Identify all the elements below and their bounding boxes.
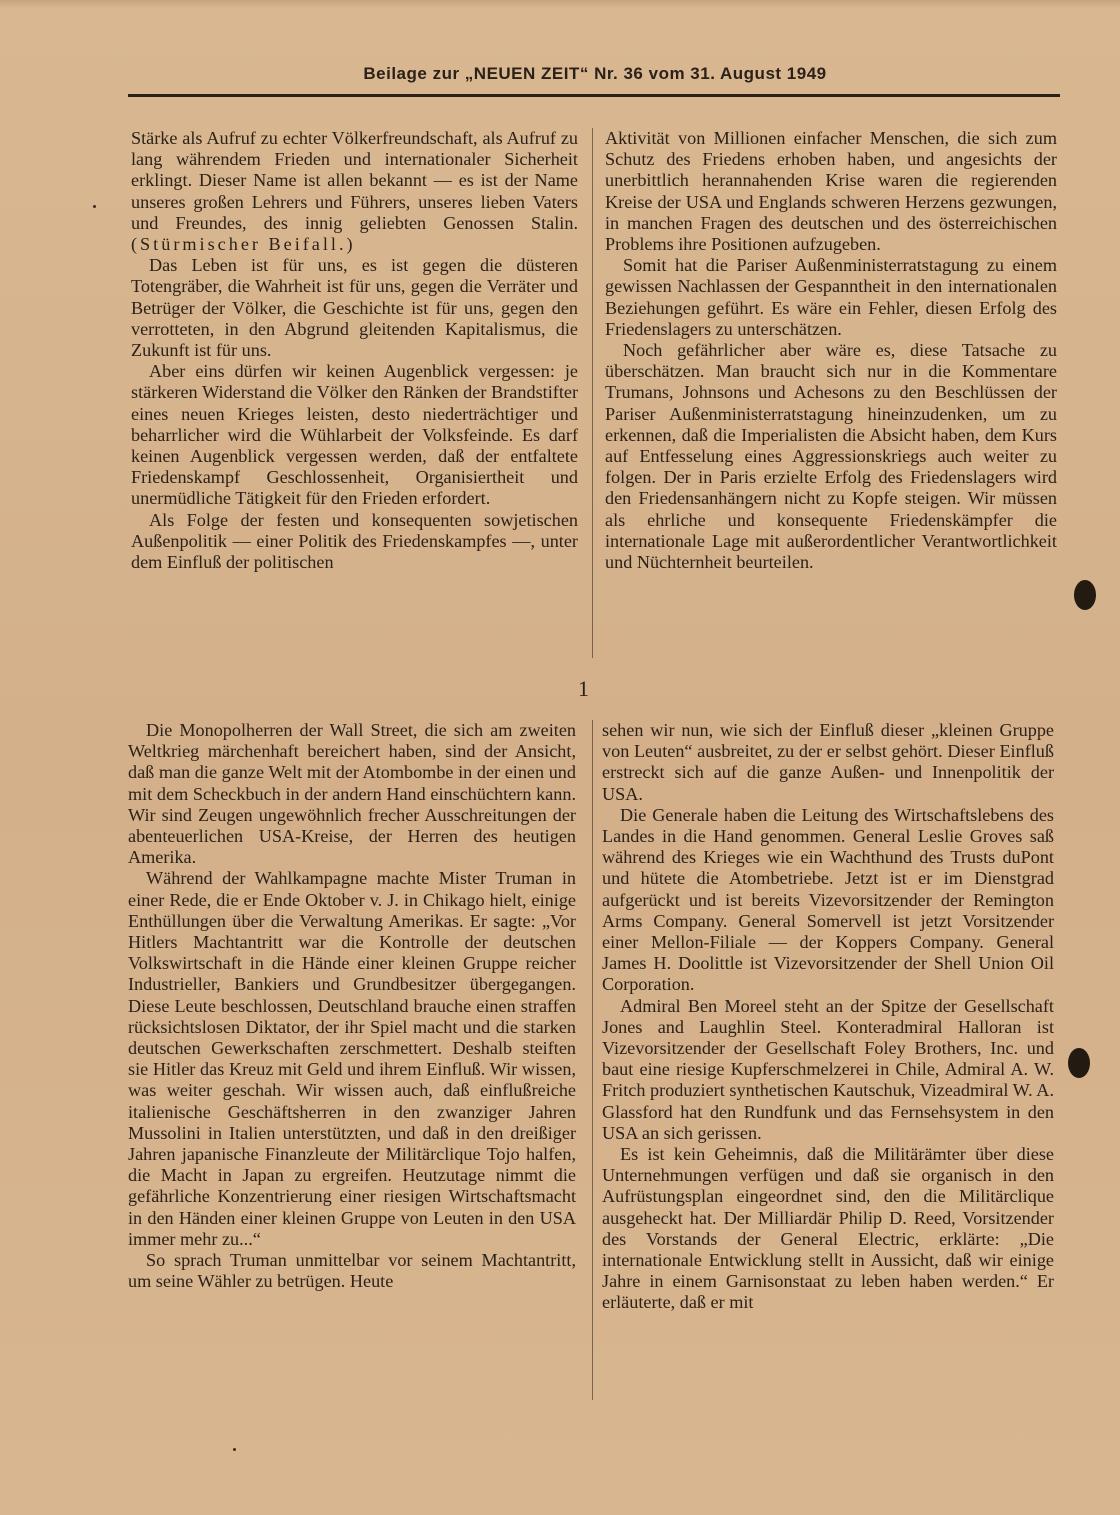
paragraph: Das Leben ist für uns, es ist gegen die düsteren Totengräber, die Wahrheit ist für uns, gegen die Verräter und Betrüger der Völker, die Geschichte ist für uns, gegen den verrotteten, in den Abgrund gleitenden Kapitalismus, die Zukunft ist für uns.	[131, 255, 578, 361]
column-divider	[592, 128, 593, 658]
header-rule	[128, 94, 1060, 97]
paragraph: Somit hat die Pariser Außenministerratstagung zu einem gewissen Nachlassen der Gespanntheit in den internationalen Beziehungen geführt. Es wäre ein Fehler, diesen Erfolg des Friedenslagers zu unterschätzen.	[605, 255, 1057, 339]
applause-note: (Stürmischer Beifall.)	[131, 234, 356, 255]
paper-speck	[233, 1448, 236, 1451]
page-top-edge	[0, 0, 1120, 8]
upper-right-column	[605, 128, 1057, 573]
paragraph: So sprach Truman unmittelbar vor seinem Machtantritt, um seine Wähler zu betrügen. Heute	[128, 1250, 576, 1292]
paragraph: Aktivität von Millionen einfacher Menschen, die sich zum Schutz des Friedens erhoben haben, und angesichts der unerbittlich herannahenden Krise waren die regierenden Kreise der USA und Englands schweren Herzens gezwungen, in manchen Fragen des deutschen und des österreichischen Problems ihre Positionen aufzugeben.	[605, 128, 1057, 255]
paragraph: Die Monopolherren der Wall Street, die sich am zweiten Weltkrieg märchenhaft bereichert haben, sind der Ansicht, daß man die ganze Welt mit der Atombombe in der einen und mit dem Scheckbuch in der andern Hand einschüchtern kann. Wir sind Zeugen ungewöhnlich frecher Ausschreitungen der abenteuerlichen USA-Kreise, der Herren des heutigen Amerika.	[128, 720, 576, 868]
paragraph: Die Generale haben die Leitung des Wirtschaftslebens des Landes in die Hand genommen. General Leslie Groves saß während des Krieges wie ein Wachthund des Trusts duPont und hütete die Atombetriebe. Jetzt ist er im Dienstgrad aufgerückt und ist bereits Vizevorsitzender der Remington Arms Company. General Somervell ist jetzt Vorsitzender einer Mellon-Filiale — der Koppers Company. General James H. Doolittle ist Vizevorsitzender der Shell Union Oil Corporation.	[602, 804, 1054, 995]
paragraph: Als Folge der festen und konsequenten sowjetischen Außenpolitik — einer Politik des Friedenskampfes —, unter dem Einfluß der politischen	[131, 509, 578, 573]
paragraph: Es ist kein Geheimnis, daß die Militärämter über diese Unternehmungen verfügen und daß sie organisch in den Aufrüstungsplan eingeordnet sind, den die Militärclique ausgeheckt hat. Der Milliardär Philip D. Reed, Vorsitzender des Vorstands der General Electric, erklärte: „Die internationale Entwicklung stellt in Aussicht, daß wir einige Jahre in einem Garnisonstaat zu leben haben werden.“ Er erläuterte, daß er mit	[602, 1144, 1054, 1313]
column-divider	[592, 720, 593, 1400]
paragraph: Admiral Ben Moreel steht an der Spitze der Gesellschaft Jones and Laughlin Steel. Konteradmiral Halloran ist Vizevorsitzender der Gesellschaft Foley Brothers, Inc. und baut eine riesige Kupferschmelzerei in Chile, Admiral A. W. Fritch produziert synthetischen Kautschuk, Vizeadmiral W. A. Glassford hat den Rundfunk und das Fernsehsystem in den USA an sich gerissen.	[602, 995, 1054, 1143]
binding-hole	[1074, 580, 1096, 610]
paragraph: Aber eins dürfen wir keinen Augenblick vergessen: je stärkeren Widerstand die Völker den Ränken der Brandstifter eines neuen Krieges leisten, desto niederträchtiger und beharrlicher wird die Wühlarbeit der Volksfeinde. Es darf keinen Augenblick vergessen werden, daß der entfaltete Friedenskampf Geschlossenheit, Organisiertheit und unermüdliche Tätigkeit für den Frieden erfordert.	[131, 361, 578, 509]
paragraph: Stärke als Aufruf zu echter Völkerfreundschaft, als Aufruf zu lang währendem Frieden und internationaler Sicherheit erklingt. Dieser Name ist allen bekannt — es ist der Name unseres großen Lehrers und Führers, unseres lieben Vaters und Freundes, des innig geliebten Genossen Stalin. (Stürmischer Beifall.)	[131, 128, 578, 255]
upper-left-column	[131, 128, 578, 573]
paragraph: sehen wir nun, wie sich der Einfluß dieser „kleinen Gruppe von Leuten“ ausbreitet, zu der er selbst gehört. Dieser Einfluß erstreckt sich auf die ganze Außen- und Innenpolitik der USA.	[602, 720, 1054, 804]
lower-right-column	[602, 720, 1054, 1314]
paragraph: Noch gefährlicher aber wäre es, diese Tatsache zu überschätzen. Man braucht sich nur in die Kommentare Trumans, Johnsons und Achesons zu den Beschlüssen der Pariser Außenministerratstagung hineinzudenken, um zu erkennen, daß die Imperialisten die Absicht haben, dem Kurs auf Entfesselung eines Aggressionskriegs auch weiter zu folgen. Der in Paris erzielte Erfolg des Friedenslagers wird den Friedensanhängern nicht zu Kopfe steigen. Wir müssen als ehrliche und konsequente Friedenskämpfer die internationale Lage mit außerordentlicher Verantwortlichkeit und Nüchternheit beurteilen.	[605, 340, 1057, 573]
page-header: Beilage zur „NEUEN ZEIT“ Nr. 36 vom 31. August 1949	[363, 64, 827, 83]
binding-hole	[1068, 1048, 1090, 1078]
paper-speck	[93, 205, 96, 208]
lower-left-column	[128, 720, 576, 1292]
paragraph: Während der Wahlkampagne machte Mister Truman in einer Rede, die er Ende Oktober v. J. in Chikago hielt, einige Enthüllungen über die Verwaltung Amerikas. Er sagte: „Vor Hitlers Machtantritt war die Kontrolle der deutschen Volkswirtschaft in die Hände einer kleinen Gruppe reicher Industrieller, Bankiers und Grundbesitzer übergegangen. Diese Leute beschlossen, Deutschland brauche einen straffen rücksichtslosen Diktator, der ihr Spiel macht und die starken deutschen Gewerkschaften zerschmettert. Deshalb steiften sie Hitler das Kreuz mit Geld und ihrem Einfluß. Wir wissen, was weiter geschah. Wir wissen auch, daß einflußreiche italienische Geschäftsherren in den zwanziger Jahren Mussolini in Italien unterstützten, und daß in den dreißiger Jahren japanische Finanzleute der Militärclique Tojo halfen, die Macht in Japan zu ergreifen. Heutzutage nimmt die gefährliche Konzentrierung einer riesigen Wirtschaftsmacht in den Händen einer kleinen Gruppe von Leuten in den USA immer mehr zu...“	[128, 868, 576, 1249]
page-number: 1	[578, 676, 589, 701]
